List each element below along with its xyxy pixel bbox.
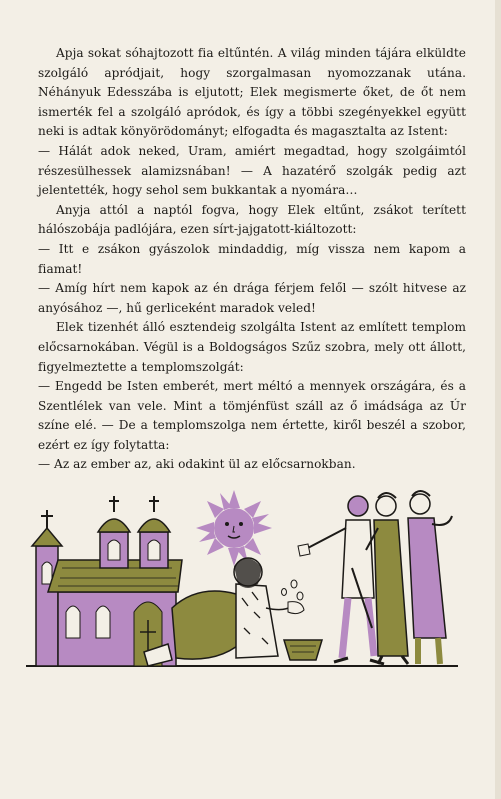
paragraph: — Az az ember az, aki odakint ül az előcsarnokban. <box>38 457 356 472</box>
paragraph: Anyja attól a naptól fogva, hogy Elek eltűnt, zsákot terített hálószobája padlójára, ezen sírt-jajgatott-kiáltozott: <box>38 202 466 237</box>
coins-icon <box>282 580 304 600</box>
basket-icon <box>284 640 322 660</box>
paragraph: — Engedd be Isten emberét, mert méltó a mennyek országára, és a Szentlélek van vele. Mint a tömjénfüst száll az ő imádsága az Úr színe elé. — De a templomszolga nem értette, kiről beszél a szobor, ezért ez így folytatta: <box>38 379 466 452</box>
paragraph: — Hálát adok neked, Uram, amiért megadtad, hogy szolgáimtól részesülhessek alamizsnában! — A hazatérő szolgák pedig azt jelentették, hogy sehol sem bukkantak a nyomára… <box>38 143 466 198</box>
paragraph: — Amíg hírt nem kapok az én drága férjem felől — szólt hitvese az anyósához —, hű gerliceként maradok veled! <box>38 281 466 315</box>
paragraph: — Itt e zsákon gyászolok mindaddig, míg vissza nem kapom a fiamat! <box>38 241 466 276</box>
body-text <box>38 44 466 475</box>
church-icon <box>32 496 182 666</box>
paragraph: Elek tizenhét álló esztendeig szolgálta Istent az említett templom előcsarnokában. Végül is a Boldogságos Szűz szobra, mely ott állott, figyelmeztette a templomszolgát: <box>38 320 466 374</box>
paragraph: Apja sokat sóhajtozott fia eltűntén. A világ minden tájára elküldte szolgáló apródjait, hogy szorgalmasan nyomozzanak utána. Néhányuk Edesszába is eljutott; Elek megismerte őket, de őt nem ismerték fel a szolgáló apródok, és így a többi szegényekkel együtt neki is adtak könyörödományt; elfogadta és magasztalta az Istent: <box>38 46 466 139</box>
servant-figure <box>298 496 384 664</box>
sun-icon <box>196 490 272 566</box>
illustration <box>22 488 462 684</box>
beggar-figure <box>172 558 304 659</box>
page-edge <box>495 0 501 799</box>
servant-figure <box>408 491 452 664</box>
